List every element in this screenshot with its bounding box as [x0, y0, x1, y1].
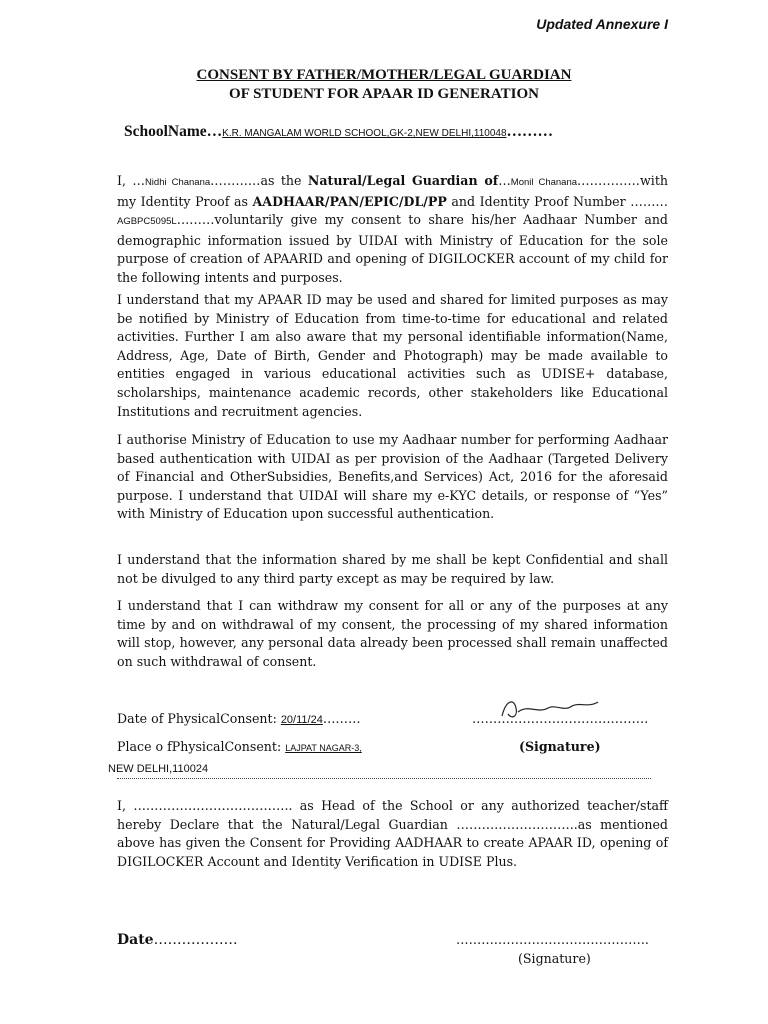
consent-date-value[interactable]: 20/11/24	[280, 714, 323, 726]
consent-paragraph-3: I authorise Ministry of Education to use my Aadhaar number for performing Aadhaar based authentication with UIDAI as per provision of the Aadhaar (Targeted Delivery of Financial and OtherSubsidies, Benefits,and Services) Act, 2016 for the aforesaid purpose. I understand that UIDAI will share my e-KYC details, or response of “Yes” with Ministry of Education upon successful authentication.	[117, 432, 668, 522]
consent-place-value[interactable]: LAJPAT NAGAR-3,	[285, 743, 362, 753]
consent-date-field: Date of PhysicalConsent: 20/11/24………	[117, 711, 361, 726]
school-date-label: Date	[117, 932, 154, 948]
consent-paragraph-1: I, …Nidhi Chanana…………as the Natural/Legal Guardian of…Monil Chanana……………with my Identity Proof as AADHAAR/PAN/EPIC/DL/PP and Identity Proof Number ………AGBPC5095L………voluntarily give my consent to share his/her Aadhaar Number and demographic information issued by UIDAI with Ministry of Education for the sole purpose of creation of APAARID and opening of DIGILOCKER account of my child for the following intents and purposes.	[117, 173, 668, 285]
school-declaration-paragraph: I, ……………………………….. as Head of the School or any authorized teacher/staff hereby Declare that the Natural/Legal Guardian ………………………..as mentioned above has given the Consent for Providing AADHAAR to create APAAR ID, opening of DIGILOCKER Account and Identity Verification in UDISE Plus.	[117, 798, 668, 869]
school-date-field: Date………………	[117, 932, 238, 948]
school-name-field: SchoolName…K.R. MANGALAM WORLD SCHOOL,GK-2,NEW DELHI,110048………	[124, 123, 554, 140]
guardian-name-value[interactable]: Nidhi Chanana	[144, 177, 211, 188]
form-title-line1: CONSENT BY FATHER/MOTHER/LEGAL GUARDIAN	[196, 67, 572, 83]
consent-paragraph-5: I understand that I can withdraw my consent for all or any of the purposes at any time by and on withdrawal of my consent, the processing of my shared information will stop, however, any personal data already been processed shall remain unaffected on such withdrawal of consent.	[117, 598, 668, 669]
student-name-value[interactable]: Monil Chanana	[510, 177, 578, 188]
consent-paragraph-4: I understand that the information shared by me shall be kept Confidential and shall not be divulged to any third party except as may be required by law.	[117, 552, 668, 586]
consent-place-label: Place o fPhysicalConsent:	[117, 739, 286, 754]
school-name-value[interactable]: K.R. MANGALAM WORLD SCHOOL,GK-2,NEW DELHI,110048	[222, 128, 507, 139]
consent-paragraph-2: I understand that my APAAR ID may be used and shared for limited purposes as may be notified by Ministry of Education from time-to-time for educational and related activities. Further I am also aware that my personal identifiable information(Name, Address, Age, Date of Birth, Gender and Photograph) may be made available to entities engaged in various educational activities such as UDISE+ database, scholarships, maintenance academic records, other stakeholders like Educational Institutions and recruitment agencies.	[117, 292, 668, 419]
consent-place-field	[117, 739, 362, 754]
section-divider	[117, 770, 651, 779]
id-proof-number-value[interactable]: AGBPC5095L	[117, 216, 177, 228]
form-title-line2: OF STUDENT FOR APAAR ID GENERATION	[229, 86, 539, 102]
annexure-label: Updated Annexure I	[536, 16, 668, 32]
school-name-label: SchoolName	[124, 123, 207, 140]
consent-place-value-line2[interactable]: NEW DELHI,110024	[108, 763, 209, 775]
school-signature-line: ……………………………………….	[456, 932, 649, 947]
guardian-signature-caption: (Signature)	[519, 739, 601, 754]
id-proof-type: AADHAAR/PAN/EPIC/DL/PP	[252, 193, 447, 209]
guardian-signature-line: ……………………………………	[472, 711, 649, 726]
school-signature-caption: (Signature)	[518, 951, 591, 966]
consent-date-label: Date of PhysicalConsent:	[117, 711, 281, 726]
